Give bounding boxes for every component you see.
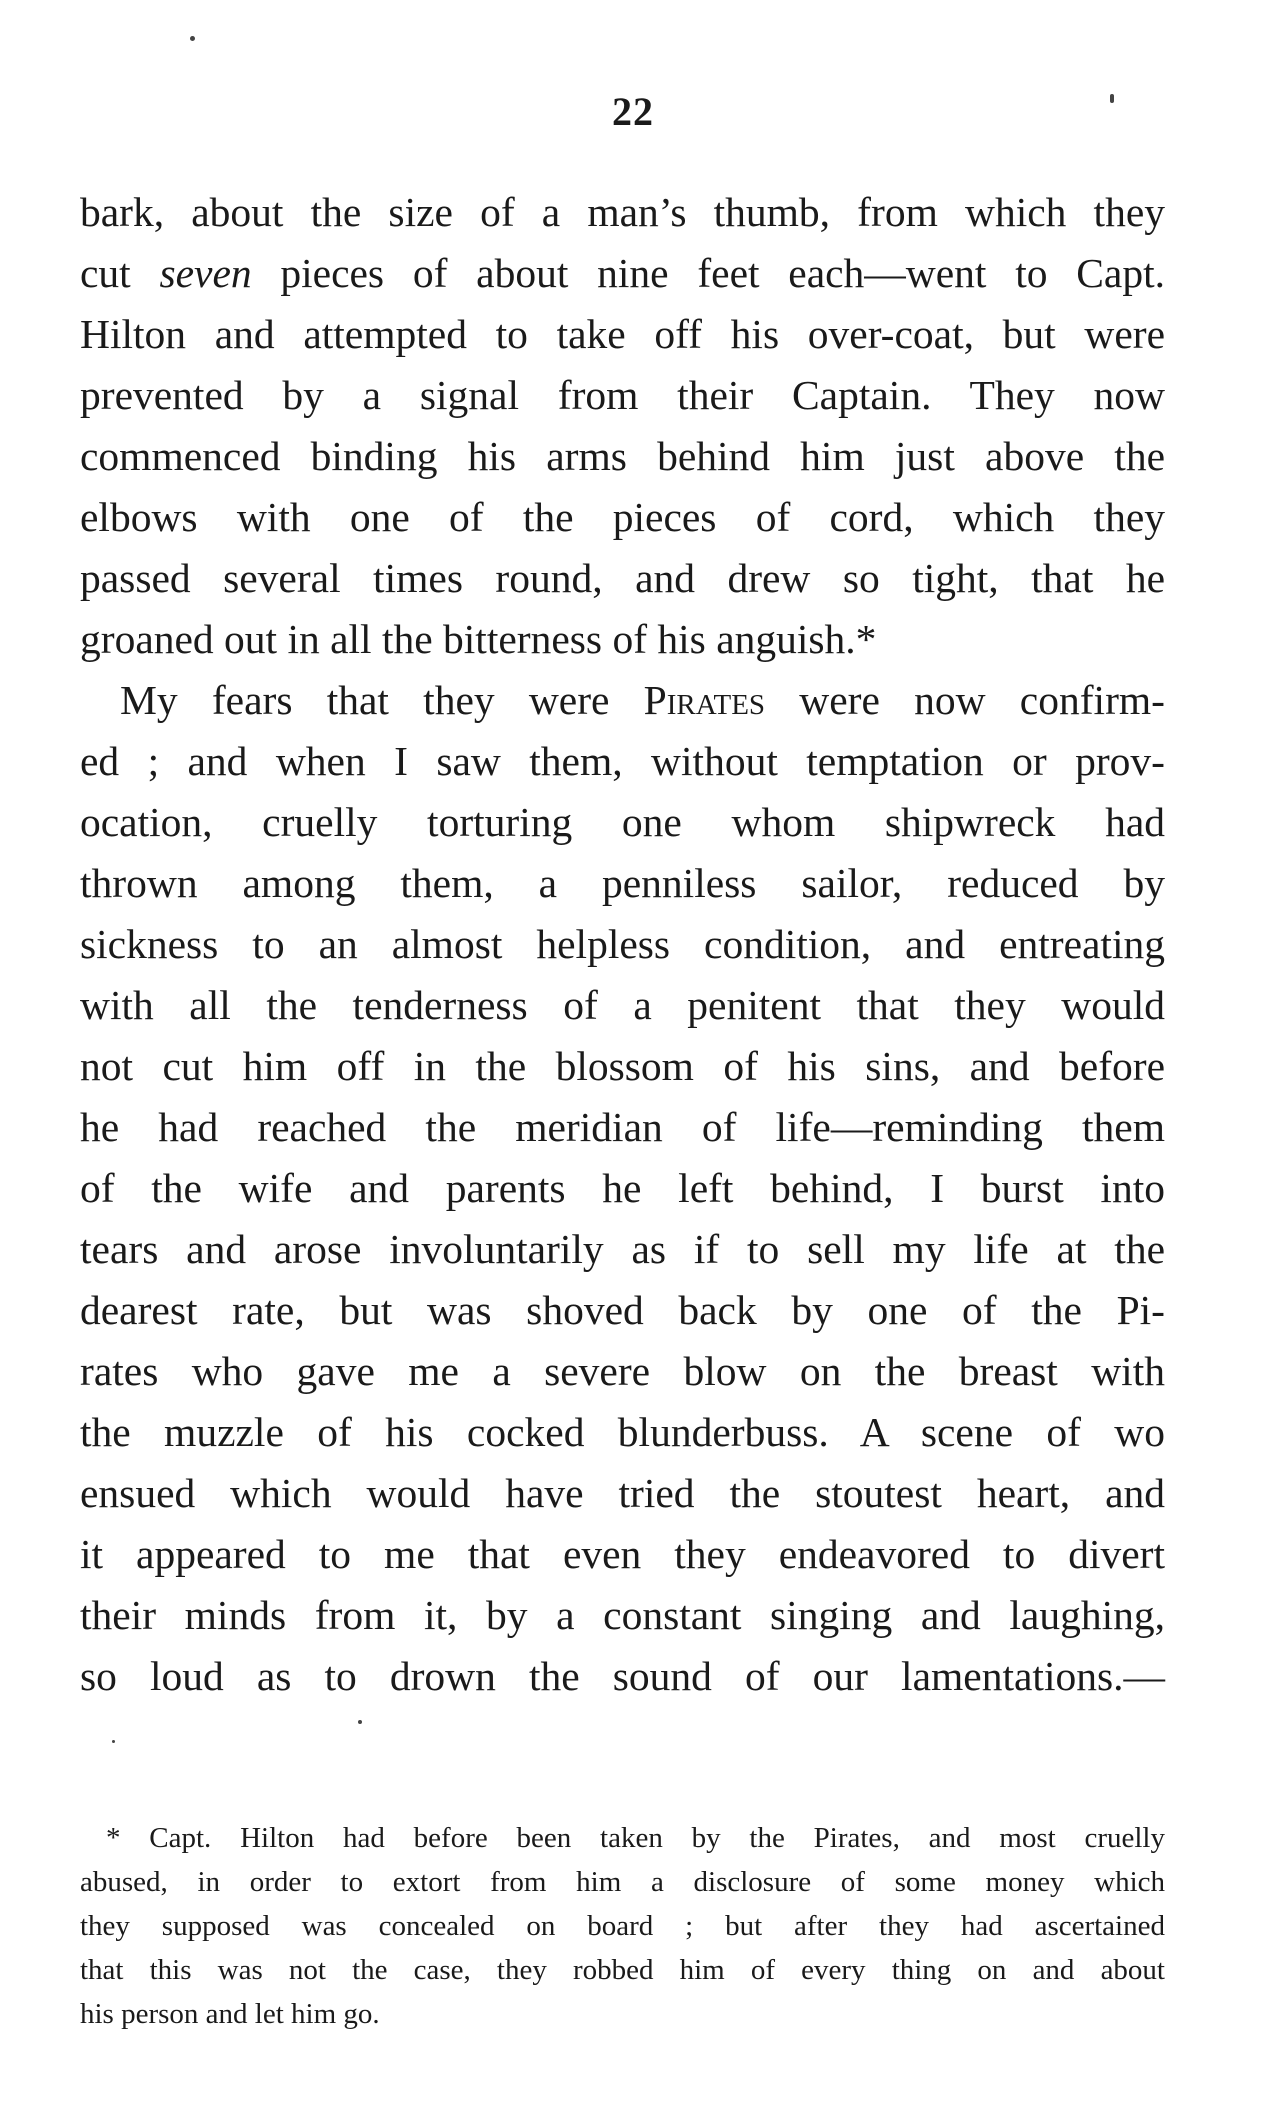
body-line [80, 243, 1165, 304]
body-line: Hilton and attempted to take off his over-coat, but were [80, 311, 1165, 357]
print-speck [1110, 94, 1114, 103]
body-line-segment: Pirates [643, 677, 766, 723]
body-line: elbows with one of the pieces of cord, which they [80, 494, 1165, 540]
body-line: so loud as to drown the sound of our lamentations.— [80, 1653, 1165, 1699]
body-line: their minds from it, by a constant singing and laughing, [80, 1592, 1165, 1638]
body-line-segment: pieces of about nine feet each—went to Capt. [251, 250, 1166, 296]
body-line-segment: cut [80, 250, 160, 296]
body-line: groaned out in all the bitterness of his anguish.* [80, 616, 877, 662]
body-line: of the wife and parents he left behind, I burst into [80, 1165, 1165, 1211]
footnote-line: * Capt. Hilton had before been taken by the Pirates, and most cruelly [106, 1822, 1165, 1854]
body-line: the muzzle of his cocked blunderbuss. A scene of wo [80, 1409, 1165, 1455]
print-speck [190, 36, 195, 41]
body-line: not cut him off in the blossom of his sins, and before [80, 1043, 1165, 1089]
print-speck [358, 1720, 362, 1724]
body-line: rates who gave me a severe blow on the breast with [80, 1348, 1165, 1394]
footnote-line: they supposed was concealed on board ; but after they had ascertained [80, 1910, 1165, 1942]
footnote-line: his person and let him go. [80, 1998, 380, 2030]
body-line: ensued which would have tried the stoutest heart, and [80, 1470, 1165, 1516]
body-line: dearest rate, but was shoved back by one of the Pi- [80, 1287, 1165, 1333]
body-line-segment: were now confirm- [765, 677, 1165, 723]
page-number: 22 [612, 89, 654, 134]
body-line: tears and arose involuntarily as if to sell my life at the [80, 1226, 1165, 1272]
footnote-line: abused, in order to extort from him a disclosure of some money which [80, 1866, 1165, 1898]
body-line-segment: My fears that they were [120, 677, 644, 723]
body-line: thrown among them, a penniless sailor, reduced by [80, 860, 1165, 906]
body-line: ed ; and when I saw them, without temptation or prov- [80, 738, 1165, 784]
body-line: bark, about the size of a man’s thumb, from which they [80, 189, 1165, 235]
body-line-segment: seven [159, 250, 252, 296]
body-line: he had reached the meridian of life—reminding them [80, 1104, 1165, 1150]
body-line: sickness to an almost helpless condition, and entreating [80, 921, 1165, 967]
body-text [80, 182, 1165, 1707]
body-line: ocation, cruelly torturing one whom shipwreck had [80, 799, 1165, 845]
body-line: with all the tenderness of a penitent that they would [80, 982, 1165, 1028]
footnote-line: that this was not the case, they robbed him of every thing on and about [80, 1954, 1165, 1986]
body-line [80, 670, 1165, 731]
body-line: prevented by a signal from their Captain. They now [80, 372, 1165, 418]
body-line: commenced binding his arms behind him just above the [80, 433, 1165, 479]
print-speck [112, 1740, 115, 1743]
body-line: it appeared to me that even they endeavored to divert [80, 1531, 1165, 1577]
footnote [80, 1816, 1165, 2036]
body-line: passed several times round, and drew so tight, that he [80, 555, 1165, 601]
